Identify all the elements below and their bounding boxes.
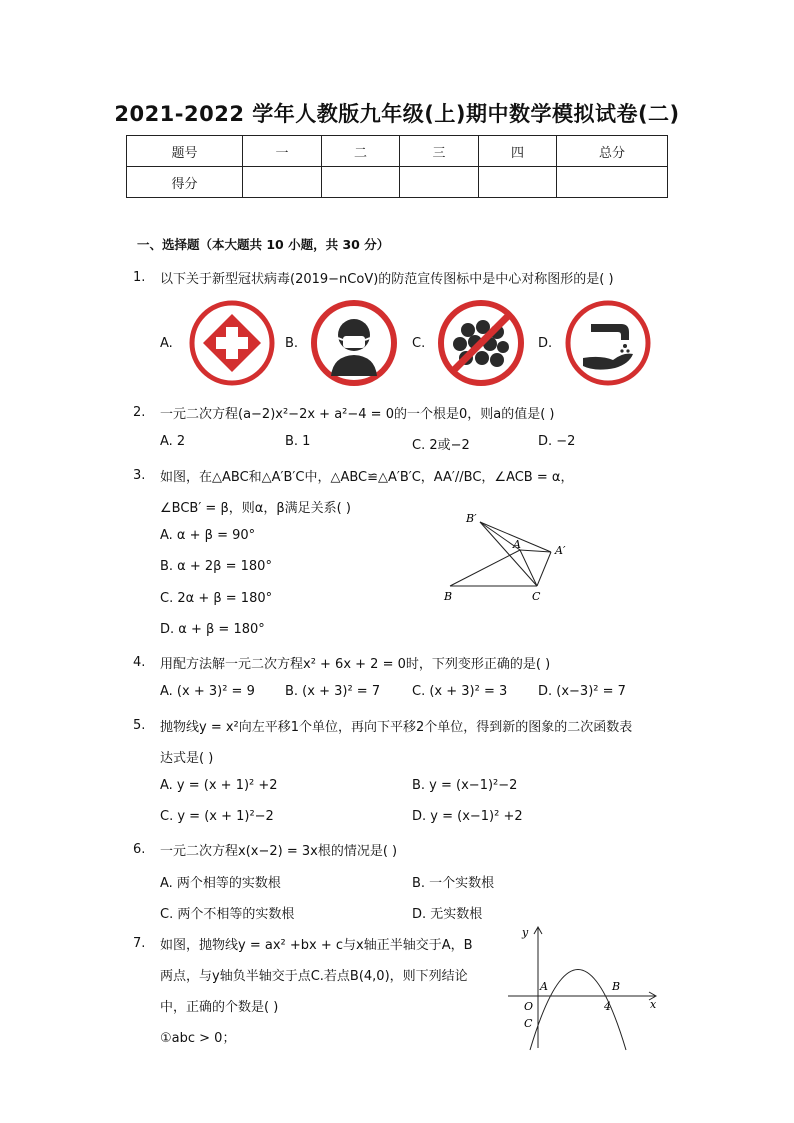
question-text: 一元二次方程(a−2)x²−2x + a²−4 = 0的一个根是0，则a的值是( ) [160,407,555,422]
option-text: A. (x + 3)² = 9 [160,684,255,699]
question-number: 5. [133,718,146,733]
parabola-graph [500,922,665,1052]
option-text: A. 2 [160,434,186,449]
question-number: 2. [133,405,146,420]
point-label: A [540,980,548,993]
question-number: 6. [133,842,146,857]
score-table-score-row [127,167,668,198]
option-text: C. (x + 3)² = 3 [412,684,508,699]
question-text: ∠BCB′ = β，则α，β满足关系( ) [160,501,351,516]
point-label: O [524,1000,534,1013]
option-label: D. [538,336,553,351]
option-label: A. [160,336,173,351]
question-text: 中，正确的个数是( ) [160,1000,279,1015]
header-cell: 四 [479,136,557,167]
question-number: 7. [133,936,146,951]
header-cell: 一 [243,136,322,167]
option-text: A. y = (x + 1)² +2 [160,778,278,793]
axis-label: y [522,926,529,939]
point-label: B′ [466,512,477,525]
option-text: B. 一个实数根 [412,876,495,891]
option-text: D. y = (x−1)² +2 [412,809,523,824]
axis-label: x [650,998,657,1011]
option-text: C. y = (x + 1)²−2 [160,809,274,824]
score-table [126,135,668,198]
score-cell[interactable] [322,167,400,198]
page-title: 2021-2022 学年人教版九年级(上)期中数学模拟试卷(二) [114,102,680,126]
triangle-figure [440,508,580,608]
header-cell: 总分 [557,136,668,167]
option-label: B. [285,336,299,351]
option-text: D. α + β = 180° [160,622,265,637]
option-text: B. α + 2β = 180° [160,559,272,574]
tick-label: 4 [604,1000,611,1013]
header-cell: 二 [322,136,400,167]
option-text: A. α + β = 90° [160,528,256,543]
option-text: D. −2 [538,434,576,449]
question-text: 两点，与y轴负半轴交于点C.若点B(4,0)，则下列结论 [160,969,468,984]
question-text: 以下关于新型冠状病毒(2019−nCoV)的防范宣传图标中是中心对称图形的是( ) [160,272,614,287]
question-text: 用配方法解一元二次方程x² + 6x + 2 = 0时，下列变形正确的是( ) [160,657,551,672]
question-text: 达式是( ) [160,751,214,766]
question-number: 1. [133,270,146,285]
score-cell[interactable] [479,167,557,198]
question-text: 抛物线y = x²向左平移1个单位，再向下平移2个单位，得到新的图象的二次函数表 [160,720,633,735]
score-table-header-row [127,136,668,167]
point-label: A [513,538,521,551]
option-text: D. (x−3)² = 7 [538,684,626,699]
question-number: 4. [133,655,146,670]
score-cell[interactable] [243,167,322,198]
question-number: 3. [133,468,146,483]
option-text: C. 2α + β = 180° [160,591,273,606]
point-label: C [524,1017,533,1030]
option-text: C. 2或−2 [412,438,470,453]
question-text: 如图，在△ABC和△A′B′C中，△ABC≌△A′B′C，AA′//BC，∠ACB = α， [160,470,574,485]
face-mask-icon [311,300,397,386]
score-cell[interactable] [400,167,479,198]
no-crowd-icon [438,300,524,386]
option-text: C. 两个不相等的实数根 [160,907,295,922]
statement-item: ①abc > 0； [160,1031,236,1046]
score-cell[interactable] [557,167,668,198]
question-text: 如图，抛物线y = ax² +bx + c与x轴正半轴交于A，B [160,938,473,953]
option-text: B. y = (x−1)²−2 [412,778,518,793]
point-label: C [532,590,541,603]
section-heading: 一、选择题（本大题共 10 小题，共 30 分） [137,237,390,252]
option-text: B. (x + 3)² = 7 [285,684,381,699]
option-text: A. 两个相等的实数根 [160,876,281,891]
point-label: B [612,980,621,993]
header-cell: 题号 [127,136,243,167]
question-text: 一元二次方程x(x−2) = 3x根的情况是( ) [160,844,398,859]
option-text: D. 无实数根 [412,907,483,922]
hand-wash-icon [565,300,651,386]
point-label: B [444,590,453,603]
row-label: 得分 [127,167,243,198]
header-cell: 三 [400,136,479,167]
point-label: A′ [555,544,566,557]
option-label: C. [412,336,426,351]
option-text: B. 1 [285,434,311,449]
medical-cross-icon [189,300,275,386]
